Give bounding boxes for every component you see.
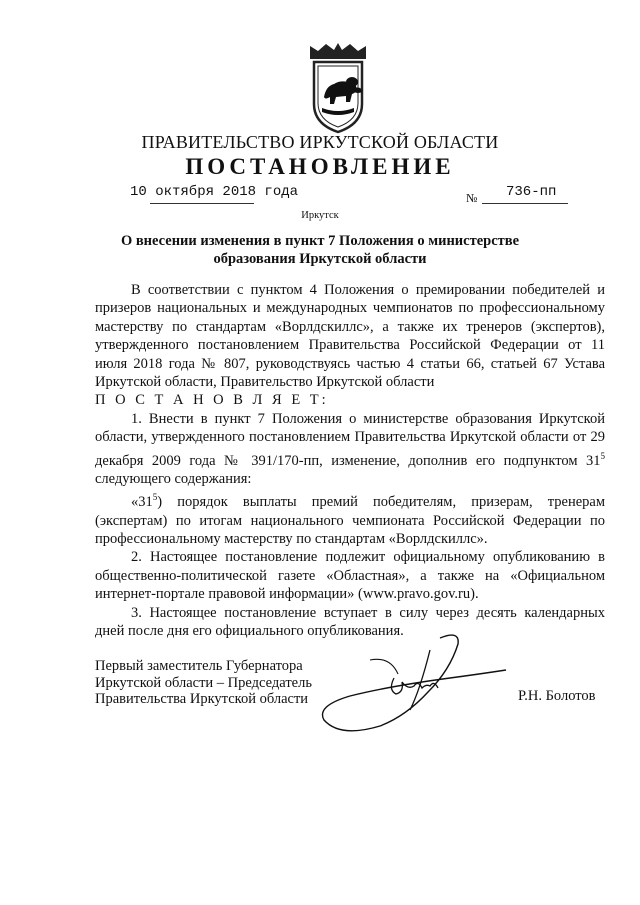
number-sign: № — [466, 191, 478, 205]
item-1-tail: следующего содержания: — [95, 470, 252, 487]
resolves-line: П О С Т А Н О В Л Я Е Т: — [95, 392, 329, 409]
government-name: ПРАВИТЕЛЬСТВО ИРКУТСКОЙ ОБЛАСТИ — [141, 132, 499, 152]
document-date: 10 октября 2018 года — [130, 184, 299, 200]
handwritten-signature — [310, 630, 520, 740]
quote-open: «31 — [131, 494, 153, 511]
date-underline — [150, 203, 254, 204]
quote-paragraph — [95, 488, 605, 548]
item-1-paragraph — [95, 410, 605, 488]
position-line-1: Первый заместитель Губернатора — [95, 658, 303, 674]
item-1-superscript: 5 — [600, 450, 605, 461]
document-number: 736-пп — [506, 184, 557, 200]
signatory-position — [95, 658, 312, 708]
item-1-text: 1. Внести в пункт 7 Положения о министерстве образования Иркутской области, утвержденного постановлением Правительства Иркутской области от 29 декабря 2009 года № 391/170-пп, изменение, дополнив его подпунктом 31 — [95, 410, 605, 469]
signatory-name: Р.Н. Болотов — [518, 688, 596, 704]
item-2-paragraph: 2. Настоящее постановление подлежит официальному опубликованию в общественно-политической газете «Областная», а также на «Официальном интернет-портале правовой информации» (www.pravo.gov.ru). — [95, 549, 605, 603]
position-line-3: Правительства Иркутской области — [95, 691, 309, 707]
city-name: Иркутск — [301, 210, 339, 221]
document-heading: О внесении изменения в пункт 7 Положения о министерстве образования Иркутской области — [120, 233, 520, 267]
quote-text: ) порядок выплаты премий победителям, призерам, тренерам (экспертам) по итогам национального чемпионата Российской Федерации по профессиональному мастерству по стандартам «Ворлдскиллс». — [95, 494, 605, 547]
item-3-paragraph: 3. Настоящее постановление вступает в силу через десять календарных дней после дня его официального опубликования. — [95, 604, 605, 639]
document-body — [95, 281, 605, 640]
quote-superscript: 5 — [152, 492, 158, 503]
coat-of-arms-icon — [296, 42, 380, 134]
number-underline — [482, 203, 568, 204]
document-title: ПОСТАНОВЛЕНИЕ — [185, 154, 455, 179]
position-line-2: Иркутской области – Председатель — [95, 674, 312, 691]
preamble-paragraph: В соответствии с пунктом 4 Положения о премировании победителей и призеров национальных и международных чемпионатов по профессиональному мастерству по стандартам «Ворлдскиллс», а также их тренеров (экспертов), утвержденного постановлением Правительства Российской Федерации от 11 июля 2018 года № 807, руководствуясь частью 4 статьи 66, статьей 67 Устава Иркутской области, Правительство Иркутской области — [95, 282, 605, 391]
